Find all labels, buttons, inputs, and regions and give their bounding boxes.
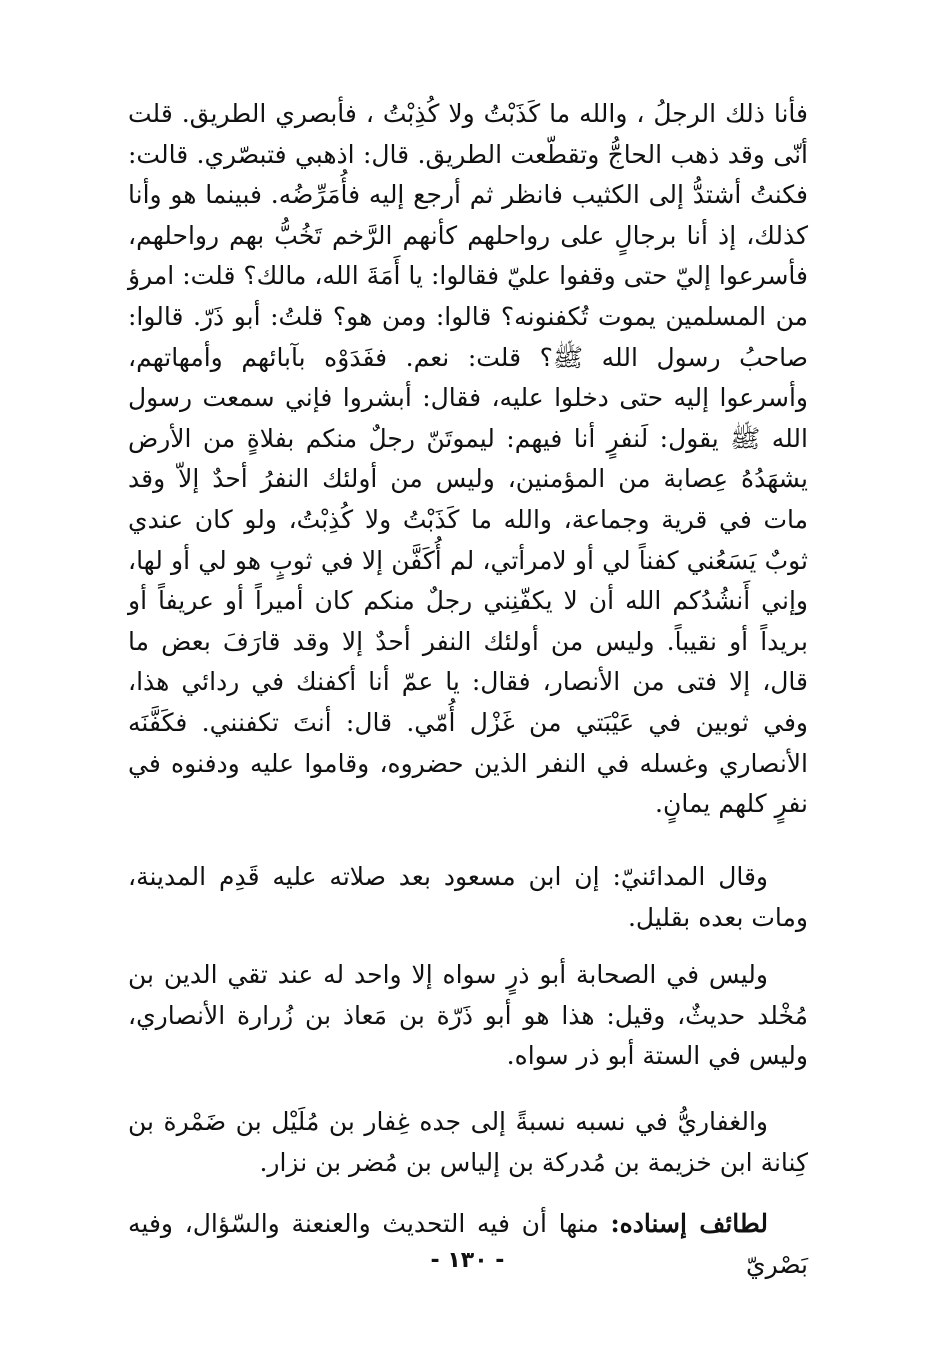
isnad-text: منها أن فيه التحديث والعنعنة والسّؤال، وفيه بَصْريّ [128,1209,808,1279]
paragraph-companions: وليس في الصحابة أبو ذرٍ سواه إلا واحد له عند تقي الدين بن مُخْلد حديثٌ، وقيل: هذا هو أبو ذَرّة بن مَعاذ بن زُرارة الأنصاري، وليس في الستة أبو ذر سواه. [128,960,809,1071]
paragraph-isnad-notes [128,1204,808,1285]
page-number: - ١٣٠ - [430,1248,505,1273]
paragraph-madaini: وقال المدائنيّ: إن ابن مسعود بعد صلاته عليه قَدِم المدينة، ومات بعده بقليل. [128,862,808,932]
paragraph-abu-dhar-death: فأنا ذلك الرجلُ ، والله ما كَذَبْتُ ولا كُذِبْتُ ، فأبصري الطريق. قلت أنّى وقد ذهب الحاجُّ وتقطّعت الطريق. قال: اذهبي فتبصّري. قالت: فكنتُ أشتدُّ إلى الكثيب فانظر ثم أرجع إليه فأُمَرِّضُه. فبينما هو وأنا كذلك، إذ أنا برجالٍ على رواحلهم كأنهم الرَّخم تَخُبُّ بهم رواحلهم، فأسرعوا إليّ حتى وقفوا عليّ فقالوا: يا أَمَةَ الله، مالك؟ قلت: امرؤ من المسلمين يموت تُكفنونه؟ قالوا: ومن هو؟ قلتُ: أبو ذَرّ. قالوا: صاحبُ رسول الله ﷺ؟ قلت: نعم. ففَدَوْه بآبائهم وأمهاتهم، وأسرعوا إليه حتى دخلوا عليه، فقال: أبشروا فإني سمعت رسول الله ﷺ يقول: لَنفرٍ أنا فيهم: ليموتَنّ رجلٌ منكم بفلاةٍ من الأرض يشهَدُهُ عِصابة من المؤمنين، وليس من أولئك النفرُ أحدٌ إلاّ وقد مات في قرية وجماعة، والله ما كَذَبْتُ ولا كُذِبْتُ، ولو كان عندي ثوبٌ يَسَعُني كفناً لي أو لامرأتي، لم أُكَفَّن إلا في ثوبٍ هو لي أو لها، وإني أَنشُدُكم الله أن لا يكفّنِني رجلٌ منكم كان أميراً أو عريفاً أو بريداً أو نقيباً. وليس من أولئك النفر أحدٌ إلا وقد قارَفَ بعض ما قال، إلا فتى من الأنصار، فقال: يا عمّ أنا أكفنك في ردائي هذا، وفي ثوبين في عَيْبَتي من غَزْل أُمّي. قال: أنتَ تكفنني. فكَفَّنَه الأنصاري وغسله في النفر الذين حضروه، وقاموا عليه ودفنوه في نفرٍ كلهم يمانٍ. [128,99,808,819]
paragraph-ghifari-lineage: والغفاريُّ في نسبه نسبةً إلى جده غِفار بن مُلَيْل بن ضَمْرة بن كِنانة ابن خزيمة بن مُدركة بن إلياس بن مُضر بن نزار. [128,1107,808,1177]
isnad-heading: لطائف إسناده: [610,1209,769,1238]
